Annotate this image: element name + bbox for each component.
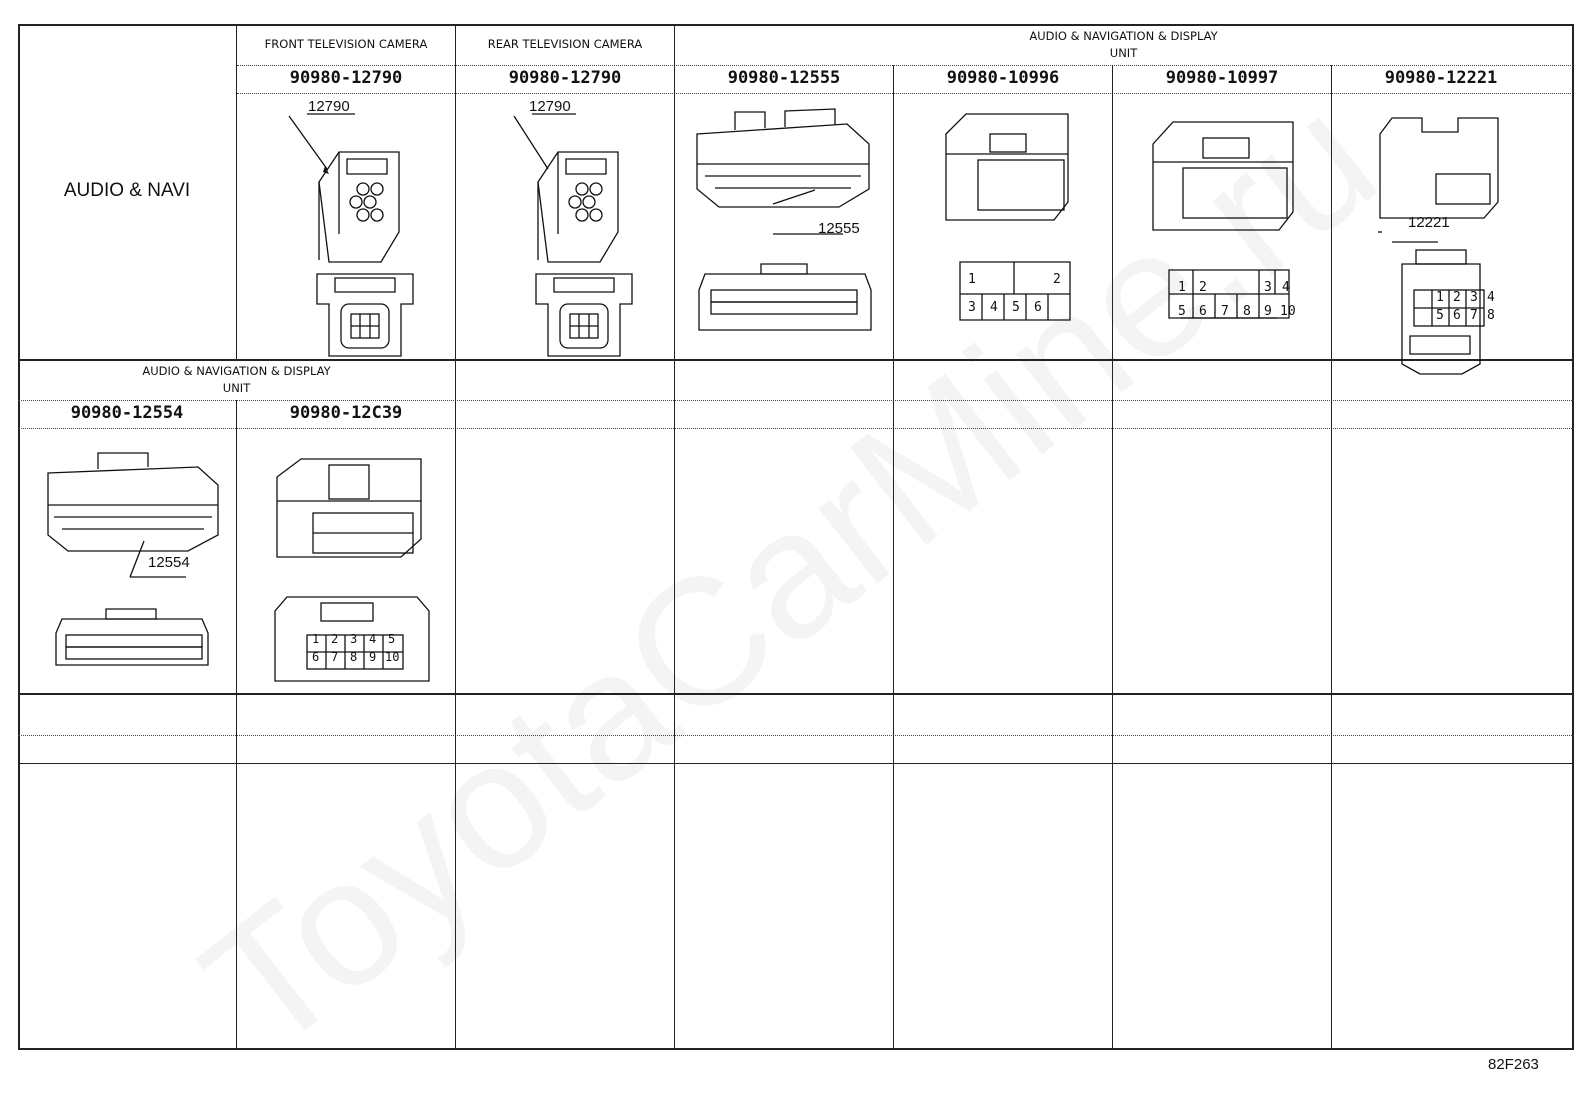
pin-4-12221: 4 — [1487, 290, 1495, 305]
pin-10-12c39: 10 — [385, 650, 400, 664]
pin-7-12c39: 7 — [331, 650, 339, 664]
pin-4-10997: 4 — [1282, 280, 1290, 295]
pin-3-12c39: 3 — [350, 632, 358, 646]
pin-2-12221: 2 — [1453, 290, 1461, 305]
pin-9-12c39: 9 — [369, 650, 377, 664]
connector-12554-drawing — [18, 429, 236, 693]
header-audio-navigation-display-unit: AUDIO & NAVIGATION & DISPLAY UNIT — [1029, 29, 1218, 60]
part-number-12221: 90980-12221 — [1384, 68, 1498, 88]
pin-8-12c39: 8 — [350, 650, 358, 664]
part-number-12555: 90980-12555 — [727, 68, 841, 88]
header-front-television-camera: FRONT TELEVISION CAMERA — [264, 37, 428, 51]
pin-5-12221: 5 — [1436, 308, 1444, 323]
pin-6-10996: 6 — [1034, 300, 1042, 315]
pin-3-10996: 3 — [968, 300, 976, 315]
callout-12790-front: 12790 — [308, 98, 350, 115]
connector-10996-drawing — [894, 94, 1112, 359]
pin-2-10996: 2 — [1053, 272, 1061, 287]
pin-3-10997: 3 — [1264, 280, 1272, 295]
header-rear-television-camera: REAR TELEVISION CAMERA — [487, 37, 643, 51]
header-audio-navigation-display-unit-row2: AUDIO & NAVIGATION & DISPLAY UNIT — [142, 364, 331, 395]
callout-12554: 12554 — [148, 554, 190, 571]
pin-6-10997: 6 — [1199, 304, 1207, 319]
pin-1-10997: 1 — [1178, 280, 1186, 295]
pin-1-12221: 1 — [1436, 290, 1444, 305]
part-number-10996: 90980-10996 — [946, 68, 1060, 88]
front-camera-connector-drawing — [237, 94, 455, 359]
pin-1-12c39: 1 — [312, 632, 320, 646]
pin-6-12221: 6 — [1453, 308, 1461, 323]
part-number-front-camera: 90980-12790 — [289, 68, 403, 88]
pin-8-10997: 8 — [1243, 304, 1251, 319]
connector-12c39-drawing — [237, 429, 455, 693]
pin-5-12c39: 5 — [388, 632, 396, 646]
connector-table — [18, 24, 1574, 1049]
callout-12221: 12221 — [1408, 214, 1450, 231]
pin-4-12c39: 4 — [369, 632, 377, 646]
pin-7-10997: 7 — [1221, 304, 1229, 319]
pin-10-10997: 10 — [1280, 304, 1296, 319]
connector-12555-drawing — [675, 94, 893, 359]
callout-12555: 12555 — [818, 220, 860, 237]
pin-5-10996: 5 — [1012, 300, 1020, 315]
part-number-12c39: 90980-12C39 — [289, 403, 403, 423]
pin-3-12221: 3 — [1470, 290, 1478, 305]
pin-5-10997: 5 — [1178, 304, 1186, 319]
pin-1-10996: 1 — [968, 272, 976, 287]
figure-code: 82F263 — [1488, 1056, 1539, 1073]
part-number-10997: 90980-10997 — [1165, 68, 1279, 88]
pin-2-12c39: 2 — [331, 632, 339, 646]
pin-6-12c39: 6 — [312, 650, 320, 664]
callout-12790-rear: 12790 — [529, 98, 571, 115]
pin-9-10997: 9 — [1264, 304, 1272, 319]
pin-8-12221: 8 — [1487, 308, 1495, 323]
group-label-audio-navi: AUDIO & NAVI — [63, 180, 191, 201]
pin-4-10996: 4 — [990, 300, 998, 315]
pin-7-12221: 7 — [1470, 308, 1478, 323]
connector-10997-drawing — [1113, 94, 1331, 359]
part-number-12554: 90980-12554 — [70, 403, 184, 423]
part-number-rear-camera: 90980-12790 — [508, 68, 622, 88]
rear-camera-connector-drawing — [456, 94, 674, 359]
pin-2-10997: 2 — [1199, 280, 1207, 295]
